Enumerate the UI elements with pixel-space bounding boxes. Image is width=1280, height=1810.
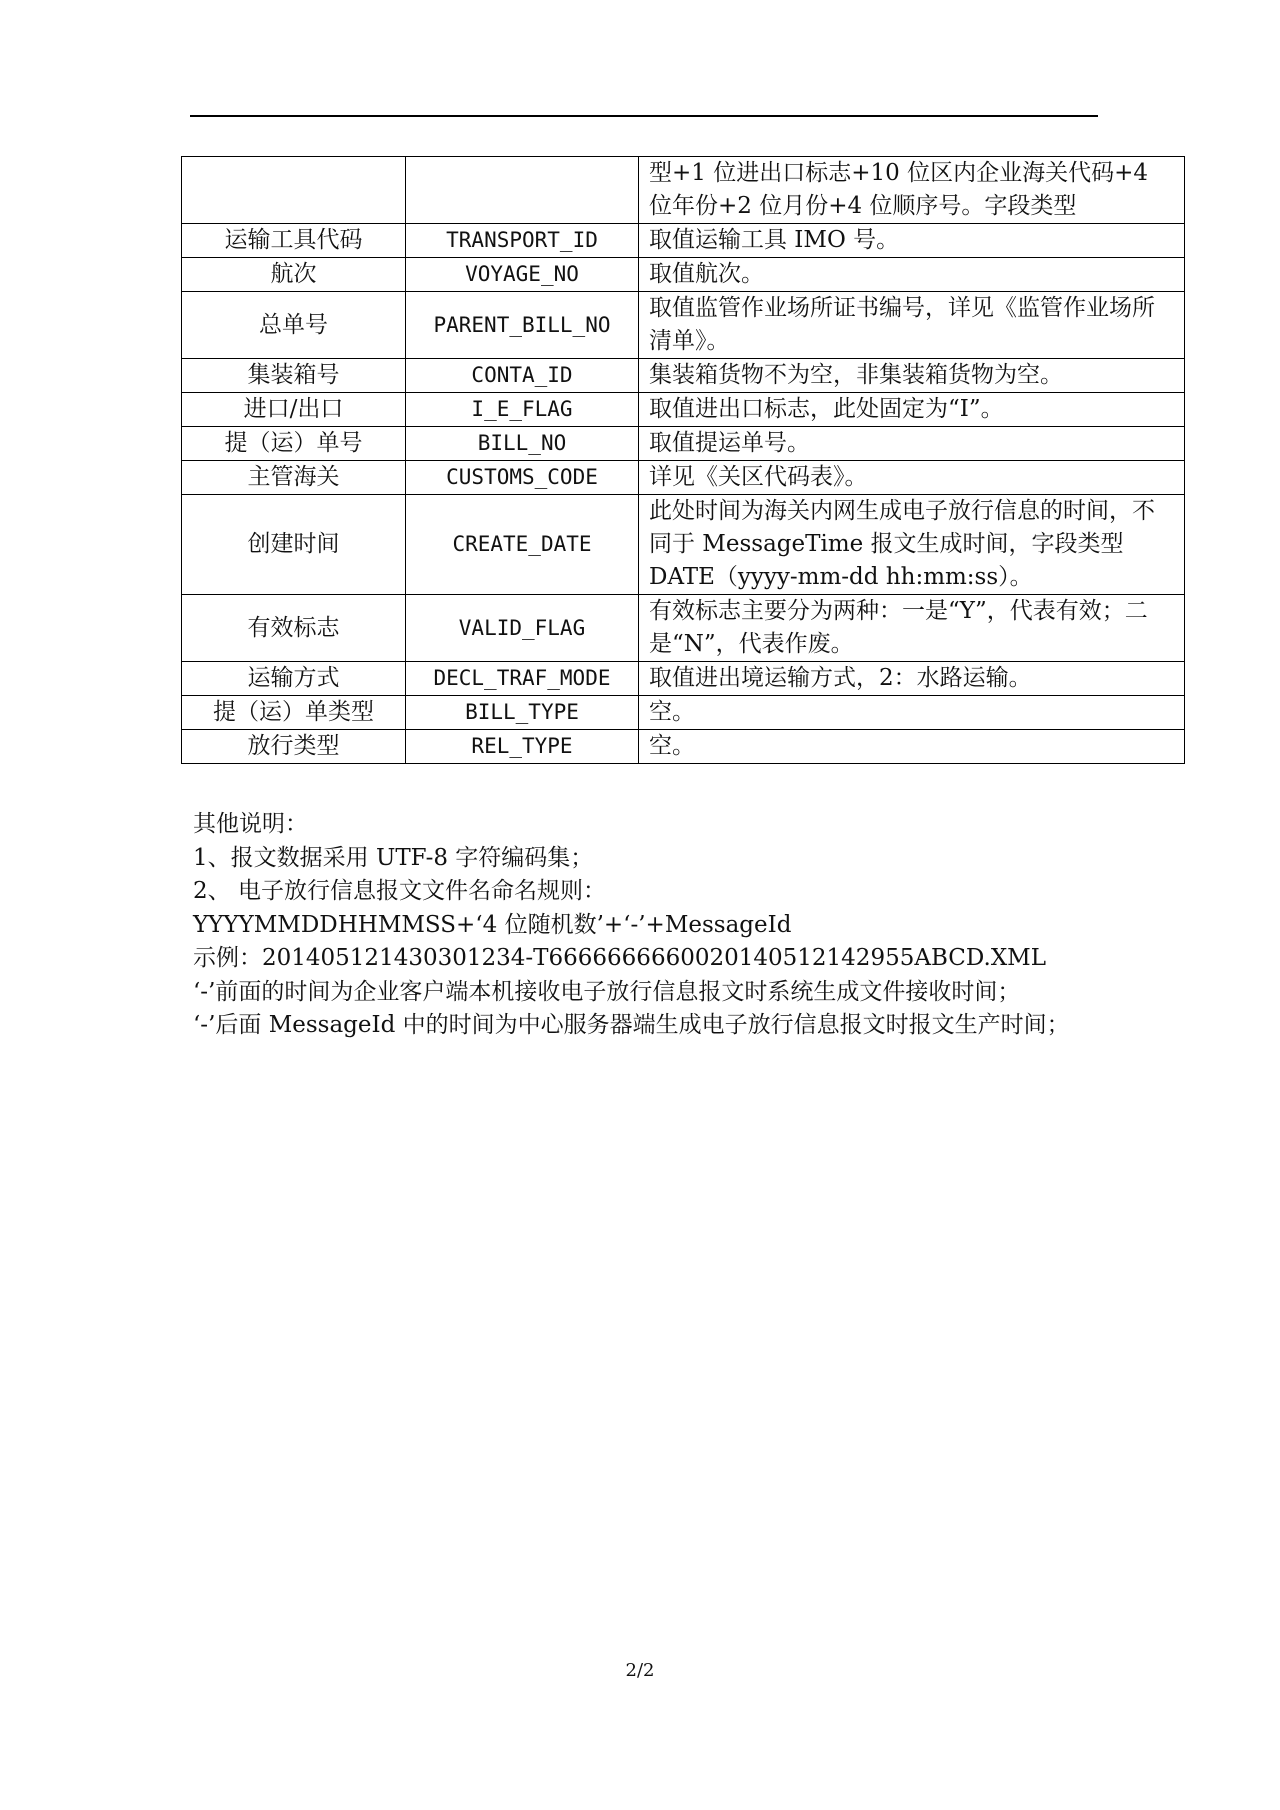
table-row <box>182 359 1185 393</box>
field-desc-cell: 取值运输工具 IMO 号。 <box>639 224 1185 258</box>
field-desc-cell: 空。 <box>639 730 1185 764</box>
field-code-cell: CUSTOMS_CODE <box>406 461 639 495</box>
field-desc-cell: 有效标志主要分为两种：一是“Y”，代表有效；二是“N”，代表作废。 <box>639 595 1185 662</box>
table-row <box>182 258 1185 292</box>
field-name-cell: 创建时间 <box>182 495 406 595</box>
field-desc-cell: 空。 <box>639 696 1185 730</box>
field-spec-table-body <box>182 157 1185 764</box>
table-row <box>182 157 1185 224</box>
field-code-cell: BILL_NO <box>406 427 639 461</box>
other-notes <box>193 808 1093 1043</box>
field-code-cell <box>406 157 639 224</box>
table-row <box>182 595 1185 662</box>
field-desc-cell: 取值航次。 <box>639 258 1185 292</box>
field-code-cell: CREATE_DATE <box>406 495 639 595</box>
field-name-cell: 提（运）单号 <box>182 427 406 461</box>
field-name-cell: 总单号 <box>182 292 406 359</box>
field-name-cell: 主管海关 <box>182 461 406 495</box>
field-name-cell: 放行类型 <box>182 730 406 764</box>
field-desc-cell: 此处时间为海关内网生成电子放行信息的时间，不同于 MessageTime 报文生成时间，字段类型 DATE（yyyy-mm-dd hh:mm:ss）。 <box>639 495 1185 595</box>
page-number: 2/2 <box>625 1660 655 1681</box>
field-desc-cell: 取值监管作业场所证书编号，详见《监管作业场所清单》。 <box>639 292 1185 359</box>
field-name-cell: 运输方式 <box>182 662 406 696</box>
table-row <box>182 696 1185 730</box>
notes-filename-example: 示例：201405121430301234-T6666666660020140512142955ABCD.XML <box>193 945 1047 971</box>
field-code-cell: CONTA_ID <box>406 359 639 393</box>
field-name-cell: 集装箱号 <box>182 359 406 393</box>
notes-item-encoding: 1、报文数据采用 UTF-8 字符编码集； <box>193 844 594 871</box>
field-name-cell: 运输工具代码 <box>182 224 406 258</box>
field-name-cell: 进口/出口 <box>182 393 406 427</box>
field-code-cell: BILL_TYPE <box>406 696 639 730</box>
field-code-cell: TRANSPORT_ID <box>406 224 639 258</box>
field-code-cell: REL_TYPE <box>406 730 639 764</box>
field-code-cell: DECL_TRAF_MODE <box>406 662 639 696</box>
field-name-cell: 有效标志 <box>182 595 406 662</box>
field-desc-cell: 型+1 位进出口标志+10 位区内企业海关代码+4 位年份+2 位月份+4 位顺序号。字段类型 <box>639 157 1185 224</box>
field-spec-table <box>181 156 1185 764</box>
notes-filename-pattern: YYYYMMDDHHMMSS+‘4 位随机数’+‘-’+MessageId <box>193 911 792 938</box>
field-desc-cell: 取值进出口标志，此处固定为“I”。 <box>639 393 1185 427</box>
field-code-cell: PARENT_BILL_NO <box>406 292 639 359</box>
table-row <box>182 662 1185 696</box>
field-name-cell <box>182 157 406 224</box>
notes-after-dash: ‘-’后面 MessageId 中的时间为中心服务器端生成电子放行信息报文时报文生产时间； <box>193 1012 1070 1038</box>
table-row <box>182 461 1185 495</box>
field-code-cell: VALID_FLAG <box>406 595 639 662</box>
table-row <box>182 224 1185 258</box>
table-row <box>182 393 1185 427</box>
header-rule <box>190 115 1098 117</box>
field-desc-cell: 取值提运单号。 <box>639 427 1185 461</box>
field-desc-cell: 详见《关区代码表》。 <box>639 461 1185 495</box>
table-row <box>182 495 1185 595</box>
field-code-cell: VOYAGE_NO <box>406 258 639 292</box>
field-name-cell: 航次 <box>182 258 406 292</box>
table-row <box>182 730 1185 764</box>
field-code-cell: I_E_FLAG <box>406 393 639 427</box>
field-name-cell: 提（运）单类型 <box>182 696 406 730</box>
notes-heading: 其他说明： <box>193 811 308 837</box>
field-desc-cell: 集装箱货物不为空，非集装箱货物为空。 <box>639 359 1185 393</box>
field-desc-cell: 取值进出境运输方式，2：水路运输。 <box>639 662 1185 696</box>
table-row <box>182 292 1185 359</box>
notes-item-filename-rule: 2、 电子放行信息报文文件名命名规则： <box>193 878 606 904</box>
table-row <box>182 427 1185 461</box>
notes-before-dash: ‘-’前面的时间为企业客户端本机接收电子放行信息报文时系统生成文件接收时间； <box>193 978 1021 1005</box>
